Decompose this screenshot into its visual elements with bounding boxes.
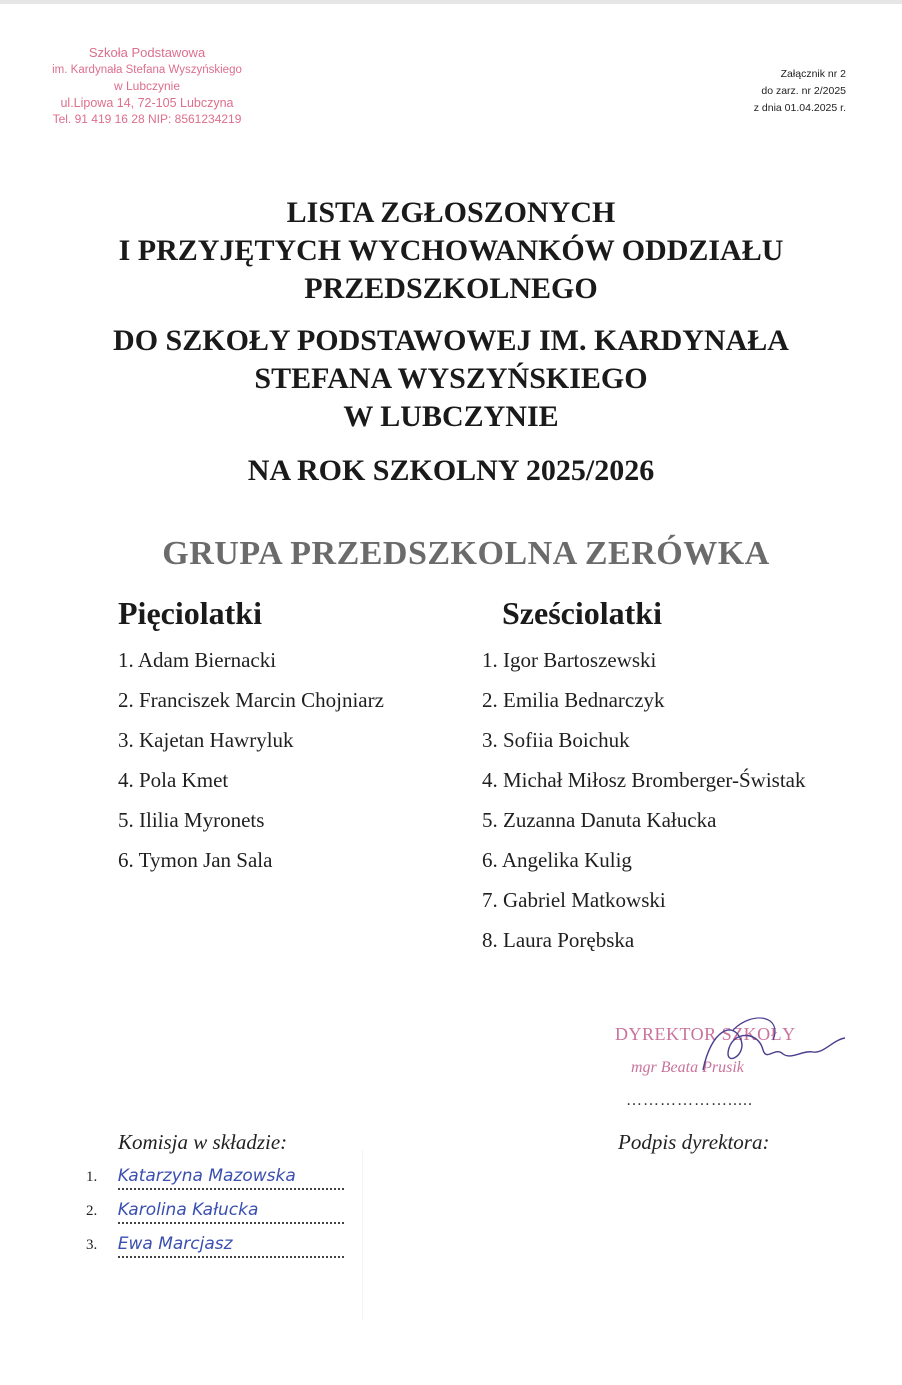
director-stamp [615, 1024, 796, 1077]
scan-top-edge [0, 0, 902, 4]
list-item: 6. Tymon Jan Sala [118, 848, 273, 872]
director-stamp-title: DYREKTOR SZKOŁY [615, 1024, 796, 1044]
title-line: DO SZKOŁY PODSTAWOWEJ IM. KARDYNAŁA [113, 324, 789, 357]
list-item: 4. Michał Miłosz Bromberger-Świstak [482, 768, 806, 792]
group-title: GRUPA PRZEDSZKOLNA ZERÓWKA [162, 535, 770, 572]
list-item: 2. Franciszek Marcin Chojniarz [118, 688, 384, 712]
document-title [0, 194, 902, 490]
school-stamp [22, 45, 272, 128]
six-year-olds-column [482, 592, 806, 960]
list-item: 5. Zuzanna Danuta Kałucka [482, 808, 717, 832]
children-list [482, 640, 806, 960]
annex-line: do zarz. nr 2/2025 [761, 85, 846, 97]
list-item: 6. Angelika Kulig [482, 848, 632, 872]
children-list [118, 640, 384, 880]
list-item: 8. Laura Porębska [482, 928, 635, 952]
commission-list [86, 1160, 344, 1262]
annex-line: Załącznik nr 2 [780, 68, 846, 80]
title-line: I PRZYJĘTYCH WYCHOWANKÓW ODDZIAŁU [118, 234, 784, 267]
stamp-line: Szkoła Podstawowa [88, 45, 206, 60]
director-signature-icon [663, 1010, 853, 1090]
member-number: 3. [86, 1237, 98, 1253]
five-year-olds-column [118, 592, 384, 880]
stamp-line: ul.Lipowa 14, 72-105 Lubczyna [60, 95, 234, 110]
list-item: 1. Igor Bartoszewski [482, 648, 657, 672]
annex-note [754, 66, 846, 117]
director-signature-label: Podpis dyrektora: [618, 1130, 770, 1154]
title-line: W LUBCZYNIE [343, 400, 559, 433]
commission-member [86, 1228, 344, 1262]
member-number: 2. [86, 1203, 98, 1219]
title-line: LISTA ZGŁOSZONYCH [286, 196, 616, 229]
member-signature: Ewa Marcjasz [118, 1232, 344, 1258]
commission-label: Komisja w składzie: [118, 1130, 288, 1154]
title-line: PRZEDSZKOLNEGO [304, 272, 598, 305]
director-stamp-name: mgr Beata Prusik [631, 1059, 744, 1076]
stamp-line: w Lubczynie [113, 79, 181, 93]
list-item: 4. Pola Kmet [118, 768, 229, 792]
list-item: 5. Ililia Myronets [118, 808, 265, 832]
scan-fold-mark [362, 1150, 363, 1320]
column-heading: Pięciolatki [118, 595, 262, 631]
member-signature: Karolina Kałucka [118, 1198, 344, 1224]
director-signature-line: ………………..... [626, 1092, 753, 1109]
list-item: 3. Kajetan Hawryluk [118, 728, 294, 752]
commission-member [86, 1194, 344, 1228]
list-item: 2. Emilia Bednarczyk [482, 688, 665, 712]
list-item: 3. Sofiia Boichuk [482, 728, 630, 752]
member-signature: Katarzyna Mazowska [118, 1164, 344, 1190]
list-item: 1. Adam Biernacki [118, 648, 277, 672]
title-line: STEFANA WYSZYŃSKIEGO [254, 362, 648, 395]
member-number: 1. [86, 1169, 98, 1185]
column-heading: Sześciolatki [502, 595, 662, 631]
stamp-line: Tel. 91 419 16 28 NIP: 8561234219 [52, 112, 242, 126]
annex-line: z dnia 01.04.2025 r. [753, 102, 846, 114]
school-year: NA ROK SZKOLNY 2025/2026 [247, 454, 655, 487]
commission-member [86, 1160, 344, 1194]
list-item: 7. Gabriel Matkowski [482, 888, 666, 912]
stamp-line: im. Kardynała Stefana Wyszyńskiego [52, 63, 242, 76]
